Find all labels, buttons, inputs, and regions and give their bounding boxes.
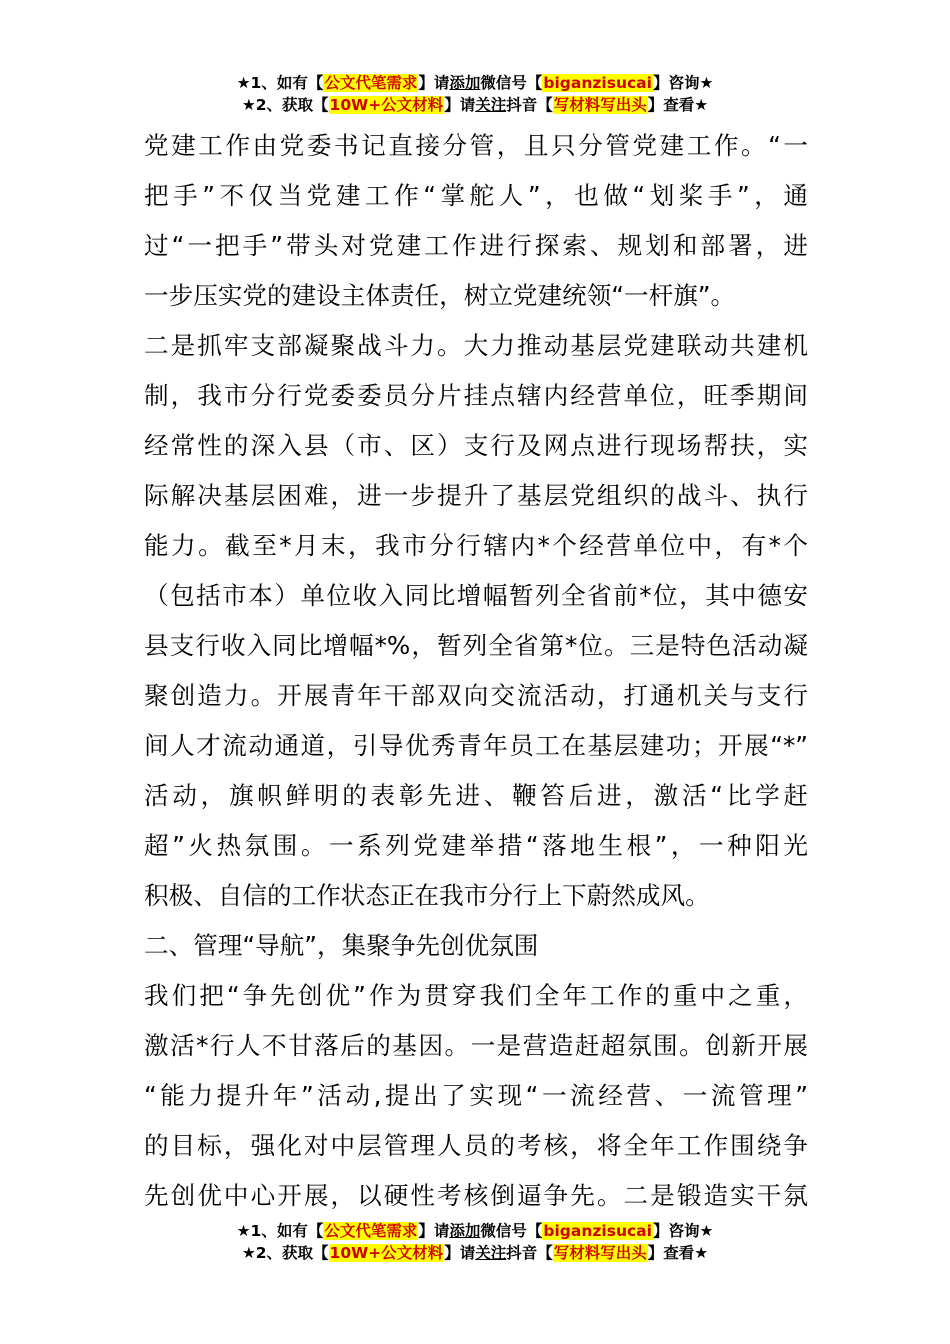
banner-text: 微信号【: [480, 1222, 543, 1240]
section-heading: 二、管理“导航”，集聚争先创优氛围: [144, 931, 539, 960]
body-line: 县支行收入同比增幅*%，暂列全省第*位。三是特色活动凝: [144, 631, 808, 660]
header-banner: [0, 72, 950, 116]
banner-emphasis: 关注: [475, 96, 507, 114]
banner-text: 】请: [444, 1244, 476, 1262]
banner-highlight: 写材料写出头: [553, 96, 647, 114]
banner-text: ★1、如有【: [236, 74, 324, 92]
body-line: 聚创造力。开展青年干部双向交流活动，打通机关与支行: [144, 681, 808, 710]
body-line: 活动，旗帜鲜明的表彰先进、鞭笞后进，激活“比学赶: [144, 781, 808, 810]
banner-highlight: 写材料写出头: [553, 1244, 647, 1262]
banner-highlight: 公文代笔需求: [324, 74, 418, 92]
document-body: [144, 121, 808, 1221]
banner-text: 】查看★: [647, 1244, 709, 1262]
banner-text: ★2、获取【: [241, 1244, 329, 1262]
banner-text: ★2、获取【: [241, 96, 329, 114]
banner-line-2: [0, 1242, 950, 1264]
banner-highlight: biganzisucai: [543, 1222, 652, 1240]
body-line: （包括市本）单位收入同比增幅暂列全省前*位，其中德安: [144, 581, 808, 610]
body-line: 超”火热氛围。一系列党建举措“落地生根”，一种阳光: [144, 831, 808, 860]
body-line: 间人才流动通道，引导优秀青年员工在基层建功；开展“*”: [144, 731, 808, 760]
banner-line-1: [0, 72, 950, 94]
body-line: 能力。截至*月末，我市分行辖内*个经营单位中，有*个: [144, 531, 808, 560]
banner-text: 】查看★: [647, 96, 709, 114]
body-line: 制，我市分行党委委员分片挂点辖内经营单位，旺季期间: [144, 381, 808, 410]
body-line: 二是抓牢支部凝聚战斗力。大力推动基层党建联动共建机: [144, 331, 808, 360]
banner-text: 抖音【: [506, 1244, 553, 1262]
banner-highlight: 公文代笔需求: [324, 1222, 418, 1240]
body-line: 先创优中心开展，以硬性考核倒逼争先。二是锻造实干氛: [144, 1181, 808, 1210]
banner-text: 】请: [418, 74, 450, 92]
banner-line-1: [0, 1220, 950, 1242]
banner-text: 】请: [418, 1222, 450, 1240]
body-line: 一步压实党的建设主体责任，树立党建统领“一杆旗”。: [144, 281, 736, 310]
banner-emphasis: 添加: [449, 74, 481, 92]
banner-highlight: 10W+公文材料: [329, 1244, 444, 1262]
body-line: 激活*行人不甘落后的基因。一是营造赶超氛围。创新开展: [144, 1031, 808, 1060]
banner-highlight: biganzisucai: [543, 74, 652, 92]
banner-text: 微信号【: [480, 74, 543, 92]
banner-emphasis: 关注: [475, 1244, 507, 1262]
banner-text: 】咨询★: [652, 74, 714, 92]
body-line: 过“一把手”带头对党建工作进行探索、规划和部署，进: [144, 231, 808, 260]
banner-text: ★1、如有【: [236, 1222, 324, 1240]
body-line: 把手”不仅当党建工作“掌舵人”，也做“划桨手”，通: [144, 181, 808, 210]
body-line: 经常性的深入县（市、区）支行及网点进行现场帮扶，实: [144, 431, 808, 460]
banner-text: 】请: [444, 96, 476, 114]
footer-banner: [0, 1220, 950, 1264]
banner-highlight: 10W+公文材料: [329, 96, 444, 114]
banner-text: 】咨询★: [652, 1222, 714, 1240]
body-line: 际解决基层困难，进一步提升了基层党组织的战斗、执行: [144, 481, 808, 510]
body-line: 我们把“争先创优”作为贯穿我们全年工作的重中之重，: [144, 981, 808, 1010]
body-line: 积极、自信的工作状态正在我市分行上下蔚然成风。: [144, 881, 710, 910]
body-line: “能力提升年”活动,提出了实现“一流经营、一流管理”: [144, 1081, 808, 1110]
body-line: 的目标，强化对中层管理人员的考核，将全年工作围绕争: [144, 1131, 808, 1160]
body-line: 党建工作由党委书记直接分管，且只分管党建工作。“一: [144, 131, 808, 160]
banner-emphasis: 添加: [449, 1222, 481, 1240]
banner-text: 抖音【: [506, 96, 553, 114]
banner-line-2: [0, 94, 950, 116]
